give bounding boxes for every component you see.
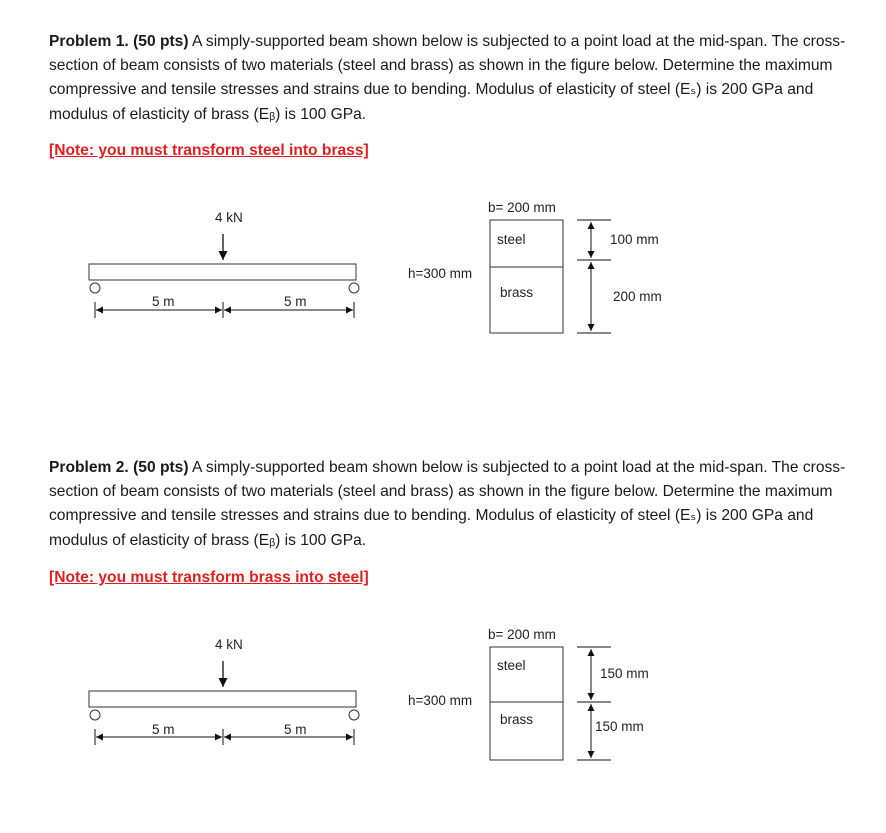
height-label: h=300 mm (408, 266, 473, 281)
problem-1-statement (49, 30, 849, 127)
problem-2-statement (49, 456, 849, 553)
problem-2-note: [Note: you must transform brass into steel] (49, 569, 369, 586)
left-support-pin (90, 283, 100, 293)
cross-section-brass (490, 702, 563, 760)
problem-2-points: (50 pts) (133, 459, 189, 476)
load-label: 4 kN (215, 210, 243, 225)
width-label: b= 200 mm (488, 627, 556, 642)
width-label: b= 200 mm (488, 200, 556, 215)
beam (89, 264, 356, 280)
problem-2-diagram (0, 617, 886, 817)
problem-1-note: [Note: you must transform steel into brass] (49, 142, 369, 159)
bottom-material-label: brass (500, 285, 534, 300)
problem-1-text: A simply-supported beam shown below is subjected to a point load at the mid-span. The cross-section of beam consists of two materials (steel and brass) as shown in the figure below. Determine the maximum compressive and tensile stresses and strains due to bending. Modulus of elasticity of steel (Eₛ) is 200 GPa and modulus of elasticity of brass (Eᵦ) is 100 GPa. (49, 33, 846, 123)
cross-section-brass (490, 267, 563, 333)
bottom-dim-label: 150 mm (595, 719, 644, 734)
problem-2-heading: Problem 2. (49, 459, 129, 476)
top-material-label: steel (497, 232, 526, 247)
top-material-label: steel (497, 658, 526, 673)
problem-1-diagram (0, 190, 886, 390)
cross-section-steel (490, 647, 563, 702)
problem-1-figure (0, 190, 886, 390)
bottom-dim-label: 200 mm (613, 289, 662, 304)
problem-2-text: A simply-supported beam shown below is subjected to a point load at the mid-span. The cross-section of beam consists of two materials (steel and brass) as shown in the figure below. Determine the maximum compressive and tensile stresses and strains due to bending. Modulus of elasticity of steel (Eₛ) is 200 GPa and modulus of elasticity of brass (Eᵦ) is 100 GPa. (49, 459, 846, 549)
right-support-pin (349, 283, 359, 293)
problem-1-points: (50 pts) (133, 33, 189, 50)
span-left-label: 5 m (152, 294, 175, 309)
top-dim-label: 150 mm (600, 666, 649, 681)
problem-2-figure (0, 617, 886, 817)
top-dim-label: 100 mm (610, 232, 659, 247)
right-support-pin (349, 710, 359, 720)
left-support-pin (90, 710, 100, 720)
bottom-material-label: brass (500, 712, 534, 727)
span-right-label: 5 m (284, 294, 307, 309)
beam (89, 691, 356, 707)
height-label: h=300 mm (408, 693, 473, 708)
load-label: 4 kN (215, 637, 243, 652)
problem-1-heading: Problem 1. (49, 33, 129, 50)
span-left-label: 5 m (152, 722, 175, 737)
span-right-label: 5 m (284, 722, 307, 737)
